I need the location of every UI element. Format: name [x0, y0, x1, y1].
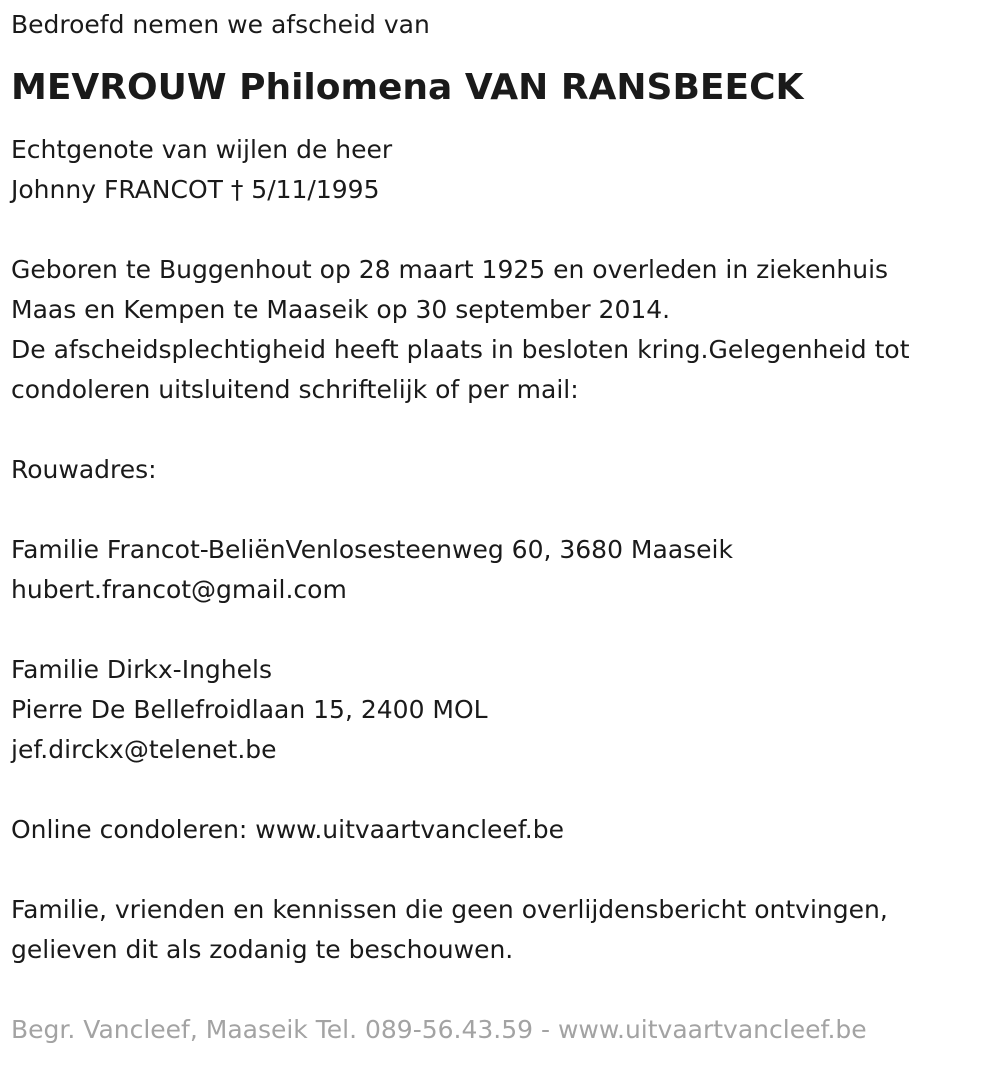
- family1-email: hubert.francot@gmail.com: [11, 575, 347, 604]
- intro-text: Bedroefd nemen we afscheid van: [11, 10, 430, 39]
- body-line-3: De afscheidsplechtigheid heeft plaats in besloten kring.Gelegenheid tot: [11, 335, 910, 364]
- spacer: [11, 850, 986, 890]
- spouse-line-2: Johnny FRANCOT † 5/11/1995: [11, 175, 380, 204]
- spacer: [11, 210, 986, 250]
- spacer: [11, 970, 986, 1010]
- spacer: [11, 610, 986, 650]
- spouse-line-1: Echtgenote van wijlen de heer: [11, 135, 393, 164]
- family2-address: Pierre De Bellefroidlaan 15, 2400 MOL: [11, 695, 488, 724]
- family1-address: Familie Francot-BeliënVenlosesteenweg 60, 3680 Maaseik: [11, 535, 733, 564]
- body-line-2: Maas en Kempen te Maaseik op 30 september 2014.: [11, 295, 671, 324]
- body-line-4: condoleren uitsluitend schriftelijk of per mail:: [11, 375, 579, 404]
- spacer: [11, 490, 986, 530]
- spacer: [11, 410, 986, 450]
- deceased-name: MEVROUW Philomena VAN RANSBEECK: [11, 67, 804, 108]
- body-line-1: Geboren te Buggenhout op 28 maart 1925 en overleden in ziekenhuis: [11, 255, 889, 284]
- rouwadres-label: Rouwadres:: [11, 455, 157, 484]
- closing-line-2: gelieven dit als zodanig te beschouwen.: [11, 935, 514, 964]
- family2-email: jef.dirckx@telenet.be: [11, 735, 277, 764]
- spacer: [11, 770, 986, 810]
- funeral-home-footer: Begr. Vancleef, Maaseik Tel. 089-56.43.59 - www.uitvaartvancleef.be: [11, 1015, 867, 1044]
- closing-line-1: Familie, vrienden en kennissen die geen overlijdensbericht ontvingen,: [11, 895, 888, 924]
- online-condolences: Online condoleren: www.uitvaartvancleef.be: [11, 815, 564, 844]
- family2-name: Familie Dirkx-Inghels: [11, 655, 272, 684]
- death-notice: [11, 0, 986, 1050]
